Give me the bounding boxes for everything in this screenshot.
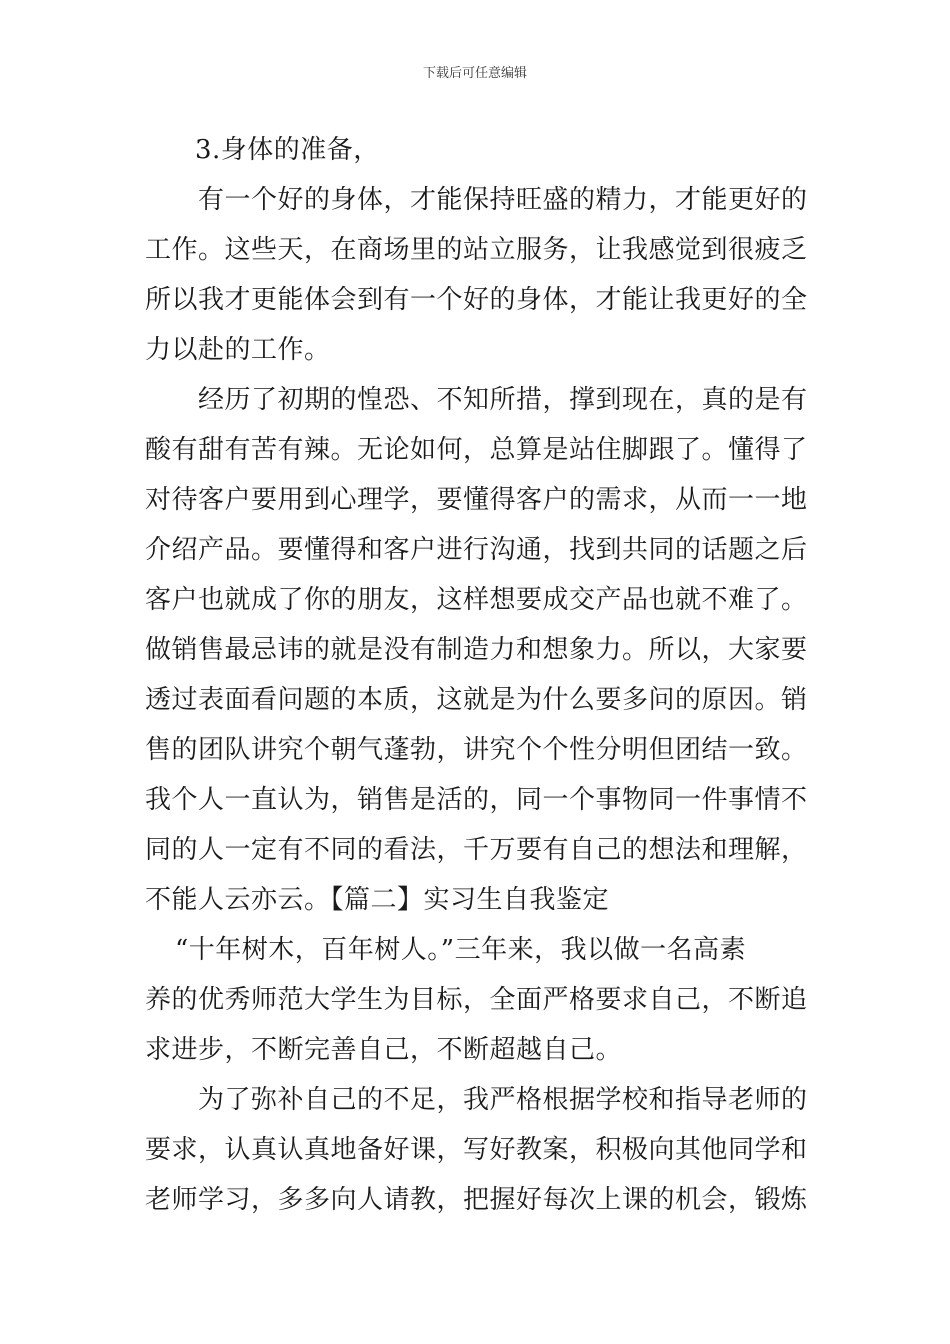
text-line: 做销售最忌讳的就是没有制造力和想象力。所以，大家要 [145,635,808,665]
text-line: 同的人一定有不同的看法，千万要有自己的想法和理解， [145,835,808,865]
text-line: 养的优秀师范大学生为目标，全面严格要求自己，不断追 [145,985,808,1015]
text-line: 经历了初期的惶恐、不知所措，撑到现在，真的是有 [198,385,808,415]
text-line: 老师学习，多多向人请教，把握好每次上课的机会，锻炼 [145,1185,808,1215]
text-line: 客户也就成了你的朋友，这样想要成交产品也就不难了。 [145,585,808,615]
text-line: 为了弥补自己的不足，我严格根据学校和指导老师的 [198,1085,808,1115]
text-line: 力以赴的工作。 [145,335,331,365]
text-line: 有一个好的身体，才能保持旺盛的精力，才能更好的 [198,185,808,215]
text-line: 酸有甜有苦有辣。无论如何，总算是站住脚跟了。懂得了 [145,435,808,465]
text-line: 售的团队讲究个朝气蓬勃，讲究个个性分明但团结一致。 [145,735,808,765]
text-line: 所以我才更能体会到有一个好的身体，才能让我更好的全 [145,285,808,315]
text-line: 求进步，不断完善自己，不断超越自己。 [145,1035,623,1065]
text-line: 介绍产品。要懂得和客户进行沟通，找到共同的话题之后 [145,535,808,565]
page-header: 下载后可任意编辑 [422,66,527,81]
text-line: 要求，认真认真地备好课，写好教案，积极向其他同学和 [145,1135,808,1165]
text-line: 我个人一直认为，销售是活的，同一个事物同一件事情不 [145,785,808,815]
text-line: 对待客户要用到心理学，要懂得客户的需求，从而一一地 [145,485,808,515]
text-line: 工作。这些天，在商场里的站立服务，让我感觉到很疲乏 [145,235,808,265]
text-line: “十年树木，百年树人。”三年来，我以做一名高素 [175,935,747,965]
text-line: 透过表面看问题的本质，这就是为什么要多问的原因。销 [145,685,808,715]
text-line: 不能人云亦云。【篇二】实习生自我鉴定 [145,885,610,915]
text-line: 3.身体的准备， [195,135,380,165]
